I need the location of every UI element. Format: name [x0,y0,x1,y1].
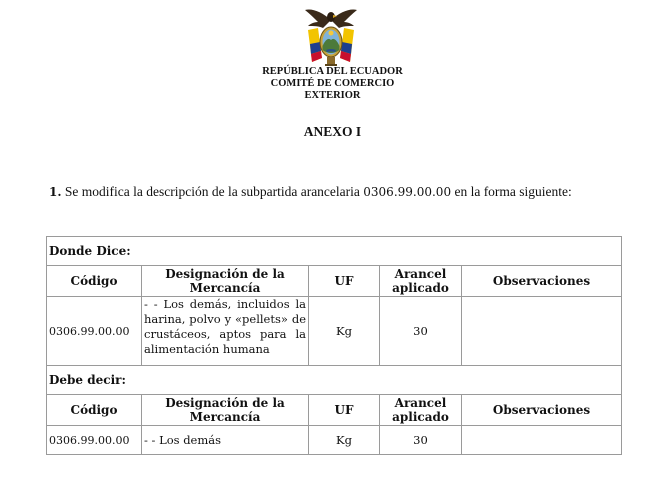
cell-designacion: - - Los demás [142,426,309,455]
section-row-debe [47,366,622,395]
cell-uf: Kg [309,426,380,455]
section-row-dice [47,237,622,266]
intro-paragraph [49,183,616,201]
cell-observaciones [462,426,622,455]
col-header-codigo: Código [47,266,142,297]
cell-codigo: 0306.99.00.00 [47,297,142,366]
col-header-uf: UF [309,395,380,426]
intro-text-before: Se modifica la descripción de la subpartida arancelaria [61,184,364,199]
item-number: 1. [49,185,62,199]
header-committee-cont: EXTERIOR [304,90,361,101]
intro-tariff-code: 0306.99.00.00 [363,185,452,199]
cell-designacion: - - Los demás, incluidos la harina, polvo y «pellets» de crustáceos, aptos para la alimentación humana [142,297,309,366]
cell-uf: Kg [309,297,380,366]
col-header-uf: UF [309,266,380,297]
cell-observaciones [462,297,622,366]
section-label-debe: Debe decir: [47,366,622,395]
header-committee: COMITÉ DE COMERCIO [270,78,395,89]
col-header-arancel: Arancel aplicado [380,266,462,297]
table-row [47,297,622,366]
col-header-designacion: Designación de la Mercancía [142,266,309,297]
cell-arancel: 30 [380,426,462,455]
intro-text-after: en la forma siguiente: [451,184,572,199]
col-header-codigo: Código [47,395,142,426]
cell-arancel: 30 [380,297,462,366]
section-label-dice: Donde Dice: [47,237,622,266]
col-header-arancel: Arancel aplicado [380,395,462,426]
col-header-observaciones: Observaciones [462,395,622,426]
header-country: REPÚBLICA DEL ECUADOR [262,66,403,77]
col-header-designacion: Designación de la Mercancía [142,395,309,426]
header-row [47,266,622,297]
coat-of-arms-seal [304,6,358,68]
document-title: ANEXO I [303,124,362,139]
tariff-table [46,236,622,455]
col-header-observaciones: Observaciones [462,266,622,297]
header-row [47,395,622,426]
cell-codigo: 0306.99.00.00 [47,426,142,455]
table-row [47,426,622,455]
